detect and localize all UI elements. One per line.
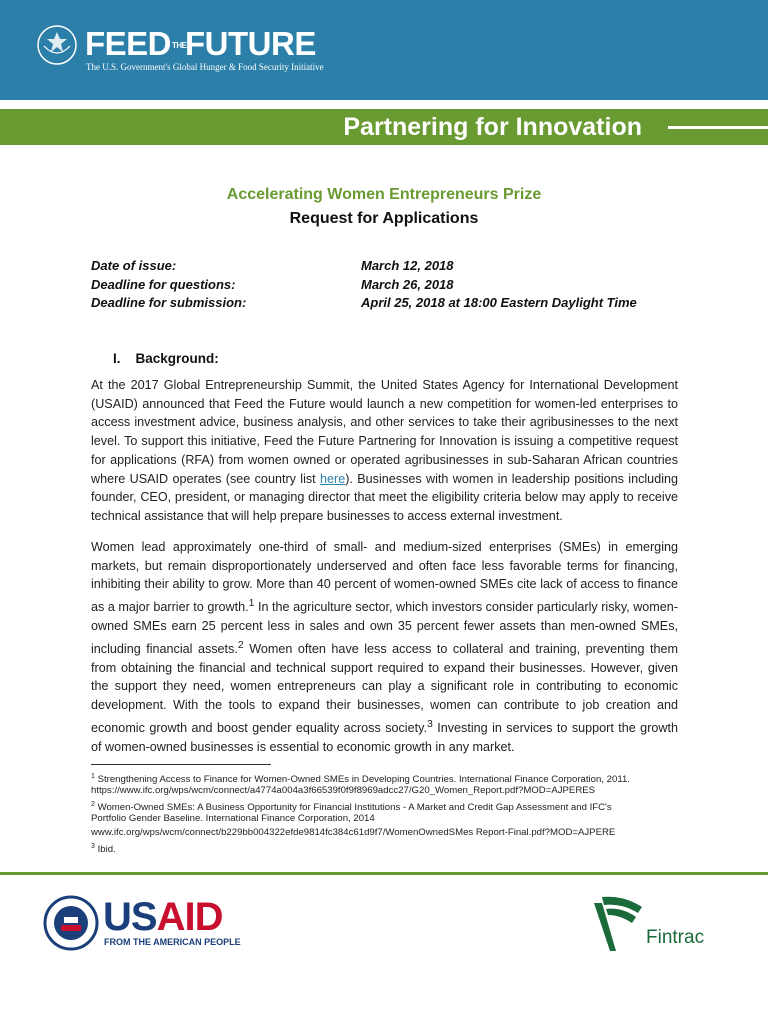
band-title: Partnering for Innovation [329, 109, 656, 145]
footnote-1: $^1$ Strengthening Access to Finance for Women-Owned SMEs in Developing Countries. International Finance Corporation, 2011. [91, 773, 630, 786]
footnote-ref[interactable]: 3 [426, 717, 433, 730]
background-paragraph-2: Women lead approximately one-third of small- and medium-sized enterprises (SMEs) in emerging markets, but remain disproportionately underserved and often face less favorable terms for financing, inhibiting their ability to grow. More than 40 percent of women-owned SMEs cite lack of access to finance as a major barrier to growth.$^1$ In the agriculture sector, which investors consider particularly risky, women-owned SMEs earn 25 percent less in sales and own 35 percent fewer assets than men-owned SMEs, including financial assets.$^2$ Women often have less access to collateral and training, preventing them from obtaining the financial and technical support required to expand their businesses. However, given the support they need, women entrepreneurs can play a significant role in contributing to economic development. With the tools to expand their businesses, women can contribute to job creation and economic growth and boost gender equality across society.$^3$ Investing in services to support the growth of women-owned businesses is essential to economic growth in any market. [91, 540, 679, 754]
fintrac-wordmark: Fintrac [646, 927, 705, 948]
date-label: Date of issue: [91, 258, 177, 273]
date-value: March 26, 2018 [361, 276, 454, 292]
footnote-2: $^2$ Women-Owned SMEs: A Business Opportunity for Financial Institutions - A Market and Credit Gap Assessment and IFC's [91, 801, 612, 814]
dates-block [91, 258, 681, 314]
footnote-2-url[interactable]: www.ifc.org/wps/wcm/connect/b229bb004322efde9814fc384c61d9f7/WomenOwnedSMes Report-Final.pdf?MOD=AJPERE [91, 827, 616, 838]
footnote-divider [91, 764, 271, 765]
background-paragraph-1: At the 2017 Global Entrepreneurship Summit, the United States Agency for International Development (USAID) announced that Feed the Future would launch a new competition for women-led enterprises to access investment advice, business analysis, and other services to take their agribusinesses to the next level. To support this initiative, Feed the Future Partnering for Innovation is issuing a competitive request for applications (RFA) from women owned or operated agribusinesses in sub-Saharan African countries where USAID operates (see country list here). Businesses with women in leadership positions including founder, CEO, president, or managing director that meet the eligibility criteria below may apply to receive technical assistance that will help prepare businesses to access external investment. [91, 378, 678, 523]
date-value: April 25, 2018 at 18:00 Eastern Daylight Time [361, 295, 637, 310]
header-banner [0, 0, 768, 100]
us-seal-icon [36, 24, 78, 66]
footnote-2-cont: Portfolio Gender Baseline. International Finance Corporation, 2014 [91, 813, 375, 824]
prize-title: Accelerating Women Entrepreneurs Prize [226, 186, 542, 203]
usaid-seal-icon [43, 895, 99, 951]
usaid-subtitle: FROM THE AMERICAN PEOPLE [104, 937, 241, 947]
feed-the-future-logo: FEEDTHEFUTURE [85, 25, 316, 62]
date-row [91, 258, 681, 277]
date-row [91, 277, 681, 296]
document-subtitle: Request for Applications [289, 210, 479, 227]
footnote-ref[interactable]: 1 [248, 597, 255, 610]
fintrac-leaf-icon [590, 893, 650, 953]
band-rule [668, 126, 768, 129]
footnote-1-url[interactable]: https://www.ifc.org/wps/wcm/connect/a4774a004a3f66539f0f9f8969adcc27/G20_Women_Report.pdf?MOD=AJPERES [91, 785, 596, 796]
date-label: Deadline for questions: [91, 276, 236, 292]
footnote-3: $^3$ Ibid. [91, 843, 116, 856]
usaid-logo [43, 893, 241, 957]
fintrac-logo [590, 893, 730, 953]
country-list-link[interactable]: here [320, 471, 346, 486]
footnote-ref[interactable]: 2 [237, 638, 244, 651]
partnering-band [0, 109, 768, 145]
footer-rule [0, 872, 768, 875]
date-label: Deadline for submission: [91, 295, 247, 310]
date-value: March 12, 2018 [361, 258, 454, 273]
tagline: The U.S. Government's Global Hunger & Food Security Initiative [86, 62, 324, 72]
usaid-wordmark: USAID [103, 895, 223, 939]
section-heading: I. Background: [113, 351, 219, 366]
date-row [91, 295, 681, 314]
